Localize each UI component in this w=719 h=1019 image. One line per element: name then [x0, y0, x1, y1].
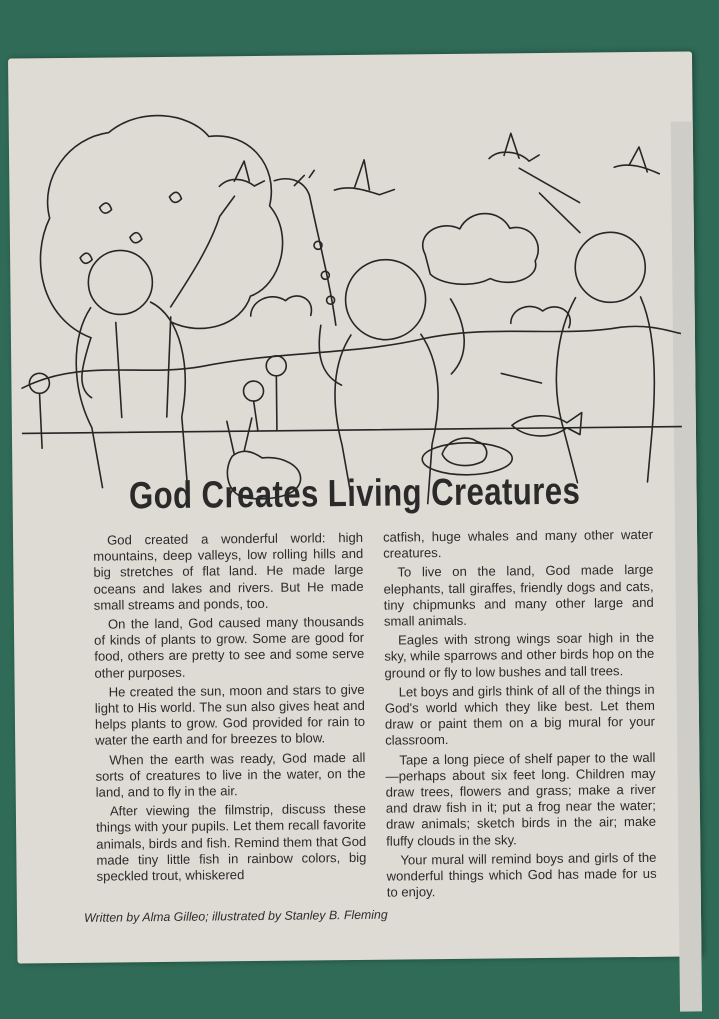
paragraph: Eagles with strong wings soar high in the sky, while sparrows and other birds hop on the ground or fly to low bushes and tall trees.: [384, 630, 655, 681]
paragraph: Your mural will remind boys and girls of the wonderful things which God has made for us to enjoy.: [386, 849, 657, 900]
paragraph: Let boys and girls think of all of the things in God's world which they like best. Let them draw or paint them on a big mural for your classroom.: [384, 681, 656, 749]
paragraph: God created a wonderful world: high mountains, deep valleys, low rolling hills and big stretches of flat land. He made large oceans and lakes and rivers. But He made small streams and ponds, too.: [93, 529, 364, 613]
book-page: [8, 51, 701, 963]
line-illustration: [18, 82, 682, 509]
paragraph: On the land, God caused many thousands of kinds of plants to grow. Some are good for food, others are pretty to see and some serve other purposes.: [94, 613, 365, 681]
paragraph: catfish, huge whales and many other water creatures.: [382, 526, 654, 561]
paragraph: To live on the land, God made large elephants, tall giraffes, friendly dogs and cats, tiny chipmunks and many other large and small animals.: [383, 562, 654, 629]
page-title: God Creates Living Creatures: [128, 470, 581, 518]
article-body: [93, 527, 657, 907]
paragraph: Tape a long piece of shelf paper to the wall—perhaps about six feet long. Children may draw trees, flowers and grass; make a river and draw fish in it; put a frog near the water; draw animals; sketch birds in the air; make fluffy clouds in the sky.: [385, 749, 657, 849]
column-left: [93, 530, 367, 907]
paragraph: After viewing the filmstrip, discuss these things with your pupils. Let them recall favorite animals, birds and fish. Remind them that God made tiny little fish in rainbow colors, big speckled trout, whiskered: [95, 801, 367, 884]
column-right: [383, 527, 657, 904]
author-credit: Written by Alma Gilleo; illustrated by Stanley B. Fleming: [83, 907, 388, 925]
paragraph: When the earth was ready, God made all sorts of creatures to live in the water, on the land, and to fly in the air.: [95, 749, 366, 800]
paragraph: He created the sun, moon and stars to give light to His world. The sun also gives heat and helps plants to grow. God provided for rain to water the earth and for breezes to blow.: [94, 681, 366, 749]
